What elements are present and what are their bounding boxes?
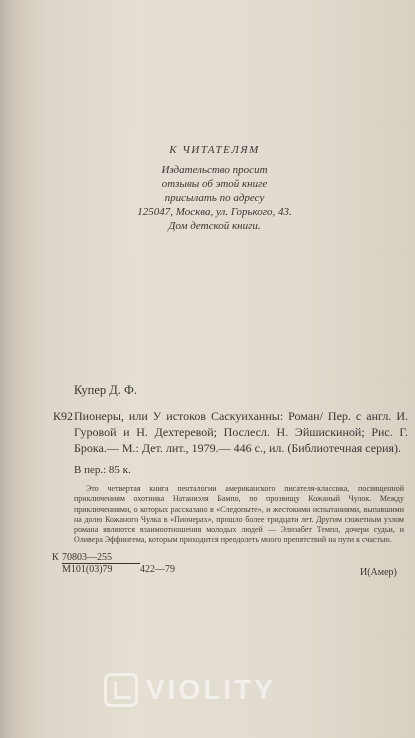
notice-heading: К ЧИТАТЕЛЯМ — [169, 144, 260, 156]
catalog-entry: Пионеры, или У истоков Саскуиханны: Роман/ Пер. с англ. И. Гуровой и Н. Дехтеревой; Послесл. Н. Эйшискиной; Рис. Г. Брока.— М.: Дет. лит., 1979.— 446 с., ил. (Библиотечная серия). — [74, 409, 408, 455]
classification-index — [52, 552, 175, 575]
watermark-text: VIOLITY — [146, 674, 276, 705]
notice-line: 125047, Москва, ул. Горького, 43. — [137, 206, 292, 218]
reader-notice — [14, 143, 415, 233]
book-summary: Это четвертая книга пенталогии американского писателя-классика, посвященной приключениям охотника Натаниэля Бампо, по прозвищу Кожаный Чулок. Между приключениями, о которых рассказано в «Следопыте», и жестокими испытаниями, выпавшими на долю Кожаного Чулка в «Пионерах», прошло более тридцати лет. Другим сюжетным узлом романа являются взаимоотношения молодых людей — Элизабет Темпл, дочери судьи, и Оливера Эффингема, которым приходится преодолеть много препятствий на пути к счастью. — [74, 484, 404, 545]
classification-code: И(Амер) — [360, 567, 397, 578]
notice-line: отзывы об этой книге — [161, 178, 268, 190]
index-letter: К — [52, 552, 59, 563]
catalog-card — [53, 408, 408, 456]
notice-line: Дом детской книги. — [168, 220, 261, 232]
notice-line: Издательство просит — [161, 164, 268, 176]
index-denominator: М101(03)79 — [62, 563, 140, 575]
book-spine-edge — [0, 0, 14, 738]
index-numerator: 70803—255 — [62, 552, 112, 563]
violity-logo-icon — [104, 673, 138, 707]
notice-line: присылать по адресу — [164, 192, 265, 204]
index-tail: 422—79 — [140, 564, 175, 575]
book-page — [14, 0, 415, 738]
price-label: В пер.: 85 к. — [74, 464, 131, 476]
watermark — [104, 668, 276, 712]
catalog-code: К92 — [53, 409, 74, 423]
catalog-author: Купер Д. Ф. — [74, 383, 138, 397]
